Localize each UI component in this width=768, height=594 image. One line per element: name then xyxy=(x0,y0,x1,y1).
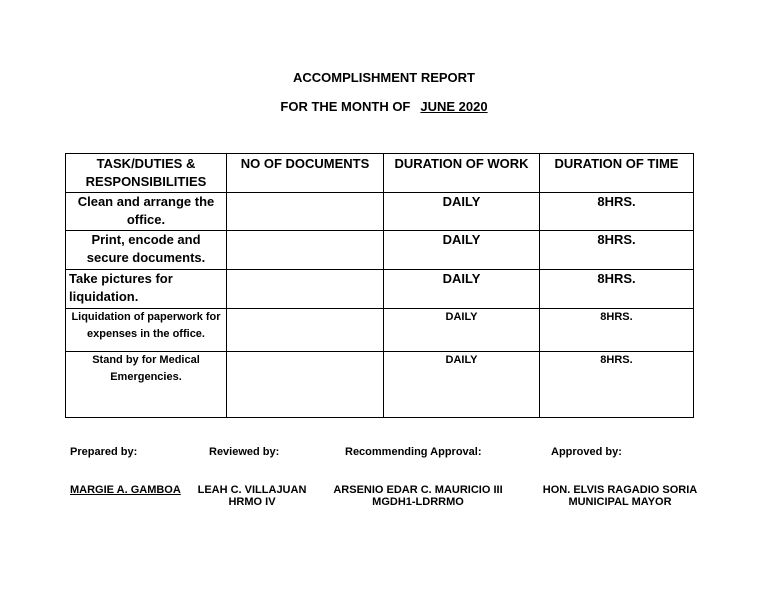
reviewer-name: LEAH C. VILLAJUAN xyxy=(197,484,307,496)
cell-time: 8HRS. xyxy=(540,270,694,309)
cell-work: DAILY xyxy=(384,309,540,352)
report-month xyxy=(0,99,768,114)
cell-documents xyxy=(227,231,384,270)
prepared-by-label: Prepared by: xyxy=(70,446,138,458)
recommender-name: ARSENIO EDAR C. MAURICIO III xyxy=(333,484,503,496)
approver-name: HON. ELVIS RAGADIO SORIA xyxy=(542,484,698,496)
header-documents: NO OF DOCUMENTS xyxy=(227,154,384,193)
reviewer-title: HRMO IV xyxy=(228,496,276,508)
recommending-approval-label: Recommending Approval: xyxy=(345,446,482,458)
table-row xyxy=(66,352,694,418)
cell-documents xyxy=(227,193,384,231)
reviewer-block xyxy=(192,484,312,508)
cell-work: DAILY xyxy=(384,270,540,309)
cell-documents xyxy=(227,309,384,352)
cell-time: 8HRS. xyxy=(540,231,694,270)
header-work: DURATION OF WORK xyxy=(384,154,540,193)
approver-block xyxy=(540,484,700,508)
reviewed-by-label: Reviewed by: xyxy=(209,446,280,458)
table-row xyxy=(66,270,694,309)
cell-time: 8HRS. xyxy=(540,309,694,352)
preparer-name-text: MARGIE A. GAMBOA xyxy=(70,484,181,496)
recommender-title: MGDH1-LDRRMO xyxy=(372,496,464,508)
cell-task: Take pictures for liquidation. xyxy=(66,270,227,309)
recommender-block xyxy=(328,484,508,508)
accomplishment-table xyxy=(65,153,694,418)
cell-task: Stand by for Medical Emergencies. xyxy=(66,352,227,418)
cell-time: 8HRS. xyxy=(540,352,694,418)
cell-task: Clean and arrange the office. xyxy=(66,193,227,231)
cell-task: Liquidation of paperwork for expenses in the office. xyxy=(66,309,227,352)
header-time: DURATION OF TIME xyxy=(540,154,694,193)
approver-title: MUNICIPAL MAYOR xyxy=(568,496,672,508)
table-header-row xyxy=(66,154,694,193)
month-label: FOR THE MONTH OF xyxy=(280,99,411,114)
cell-work: DAILY xyxy=(384,193,540,231)
cell-documents xyxy=(227,270,384,309)
month-value: JUNE 2020 xyxy=(420,99,488,114)
cell-documents xyxy=(227,352,384,418)
report-title: ACCOMPLISHMENT REPORT xyxy=(293,70,475,85)
table-row xyxy=(66,231,694,270)
header-task: TASK/DUTIES & RESPONSIBILITIES xyxy=(66,154,227,193)
cell-work: DAILY xyxy=(384,352,540,418)
table-row xyxy=(66,193,694,231)
preparer-name xyxy=(70,484,181,496)
cell-time: 8HRS. xyxy=(540,193,694,231)
approved-by-label: Approved by: xyxy=(551,446,622,458)
cell-task: Print, encode and secure documents. xyxy=(66,231,227,270)
cell-work: DAILY xyxy=(384,231,540,270)
table-row xyxy=(66,309,694,352)
